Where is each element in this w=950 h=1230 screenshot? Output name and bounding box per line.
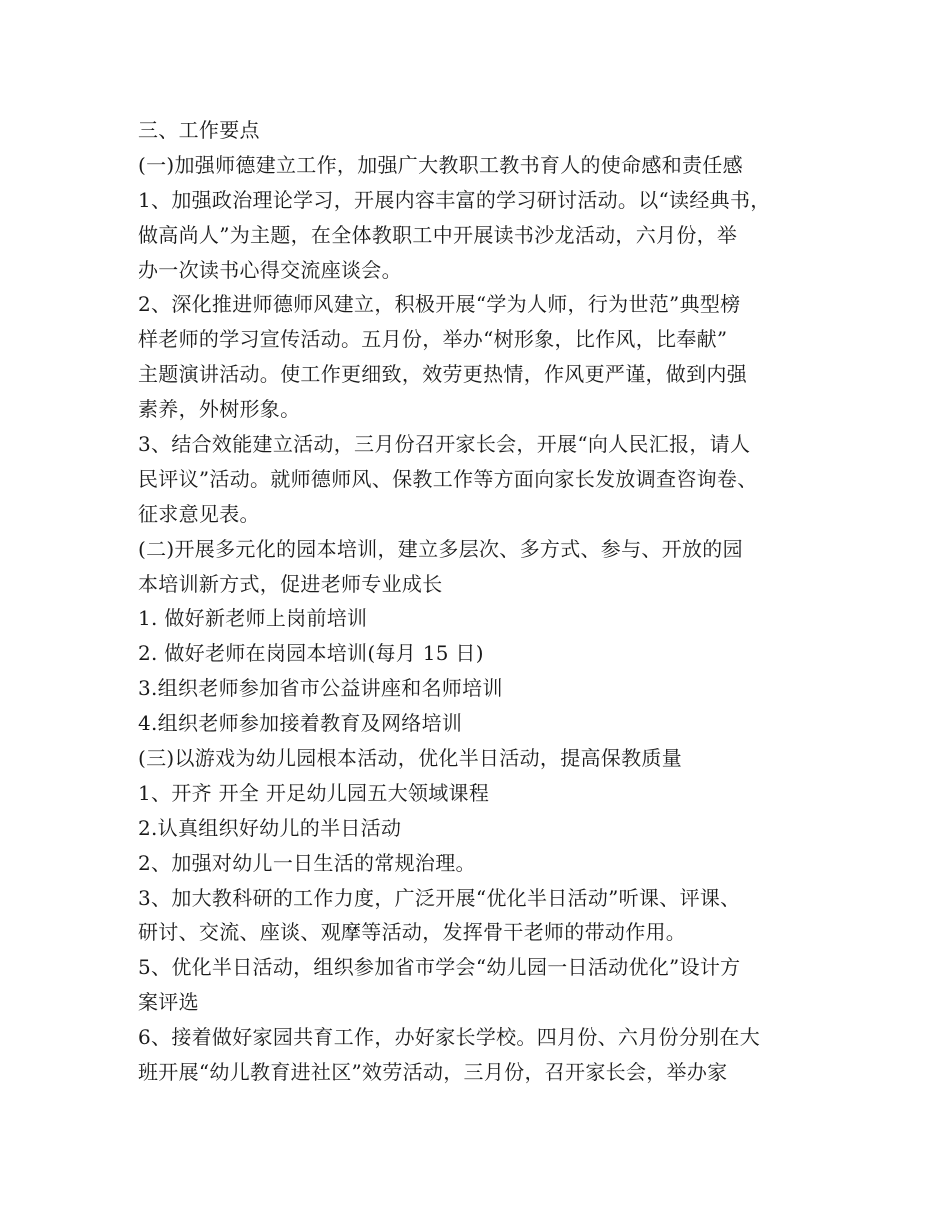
paragraph-line: 1、加强政治理论学习，开展内容丰富的学习研讨活动。以“读经典书， bbox=[138, 187, 771, 212]
list-item: 1. 做好新老师上岗前培训 bbox=[138, 606, 368, 631]
section-heading: 三、工作要点 bbox=[138, 118, 260, 142]
list-item: 2、加强对幼儿一日生活的常规治理。 bbox=[138, 850, 476, 875]
paragraph-line: 2、深化推进师德师风建立，积极开展“学为人师，行为世范”典型榜 bbox=[138, 292, 741, 317]
paragraph-line: 3、结合效能建立活动，三月份召开家长会，开展“向人民汇报，请人 bbox=[138, 432, 751, 457]
paragraph-line: 3、加大教科研的工作力度，广泛开展“优化半日活动”听课、评课、 bbox=[138, 885, 741, 910]
paragraph-line: 样老师的学习宣传活动。五月份，举办“树形象，比作风，比奉献” bbox=[138, 327, 728, 352]
paragraph-line: 主题演讲活动。使工作更细致，效劳更热情，作风更严谨，做到内强 bbox=[138, 362, 747, 387]
paragraph-line: 办一次读书心得交流座谈会。 bbox=[138, 257, 402, 282]
list-item: 1、开齐 开全 开足幼儿园五大领域课程 bbox=[138, 780, 490, 805]
subsection-heading: (三)以游戏为幼儿园根本活动，优化半日活动，提高保教质量 bbox=[138, 746, 683, 771]
paragraph-line: 6、接着做好家园共育工作，办好家长学校。四月份、六月份分别在大 bbox=[138, 1025, 761, 1050]
list-item: 2. 做好老师在岗园本培训(每月 15 日) bbox=[138, 641, 484, 666]
paragraph-line: 民评议”活动。就师德师风、保教工作等方面向家长发放调查咨询卷、 bbox=[138, 466, 758, 491]
subsection-heading: 本培训新方式，促进老师专业成长 bbox=[138, 571, 443, 596]
list-item: 3.组织老师参加省市公益讲座和名师培训 bbox=[138, 676, 503, 701]
paragraph-line: 研讨、交流、座谈、观摩等活动，发挥骨干老师的带动作用。 bbox=[138, 920, 687, 945]
document-body bbox=[138, 113, 828, 1090]
paragraph-line: 案评选 bbox=[138, 990, 199, 1015]
paragraph-line: 班开展“幼儿教育进社区”效劳活动，三月份，召开家长会，举办家 bbox=[138, 1060, 728, 1085]
paragraph-line: 征求意见表。 bbox=[138, 501, 260, 526]
subsection-heading: (二)开展多元化的园本培训，建立多层次、多方式、参与、开放的园 bbox=[138, 536, 743, 561]
paragraph-line: 素养，外树形象。 bbox=[138, 397, 301, 422]
list-item: 2.认真组织好幼儿的半日活动 bbox=[138, 815, 402, 840]
paragraph-line: 做高尚人”为主题，在全体教职工中开展读书沙龙活动，六月份，举 bbox=[138, 222, 738, 247]
paragraph-line: 5、优化半日活动，组织参加省市学会“幼儿园一日活动优化”设计方 bbox=[138, 955, 741, 980]
subsection-heading: (一)加强师德建立工作，加强广大教职工教书育人的使命感和责任感 bbox=[138, 152, 743, 177]
list-item: 4.组织老师参加接着教育及网络培训 bbox=[138, 711, 463, 736]
